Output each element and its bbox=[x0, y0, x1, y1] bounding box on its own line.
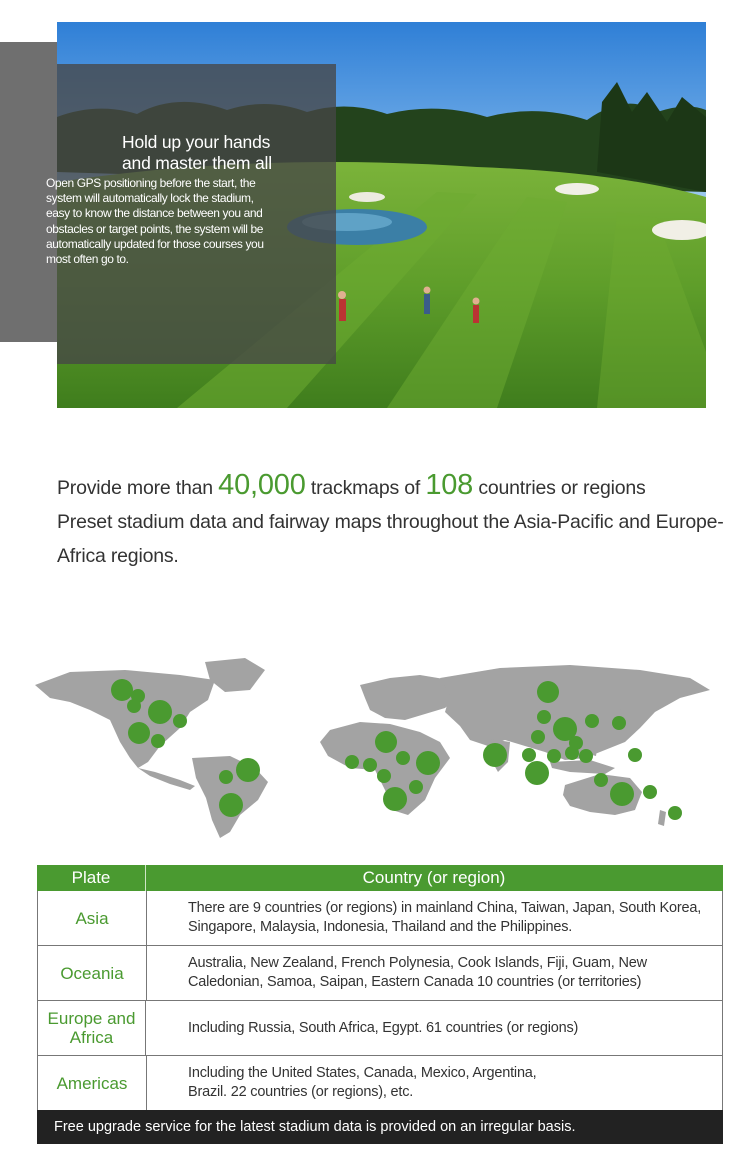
location-dot bbox=[531, 730, 545, 744]
hero-title bbox=[122, 132, 322, 174]
location-dot bbox=[173, 714, 187, 728]
header-country: Country (or region) bbox=[362, 868, 506, 887]
coverage-headline bbox=[57, 468, 737, 573]
hero-title-line1: Hold up your hands bbox=[122, 132, 271, 152]
plate-oceania: Oceania bbox=[38, 946, 147, 1000]
table-footer-note bbox=[37, 1110, 723, 1144]
location-dot bbox=[537, 681, 559, 703]
row-description: Including Russia, South Africa, Egypt. 61 countries (or regions) bbox=[188, 1019, 579, 1036]
header-plate: Plate bbox=[37, 865, 146, 891]
location-dot bbox=[483, 743, 507, 767]
coverage-subline: Preset stadium data and fairway maps throughout the Asia-Pacific and Europe-Africa regions. bbox=[57, 511, 724, 567]
hero-title-line2: and master them all bbox=[122, 153, 272, 173]
coverage-table bbox=[37, 865, 723, 1144]
table-row bbox=[37, 891, 723, 946]
plate-europe-africa: Europe and Africa bbox=[38, 1001, 146, 1055]
headline-suffix: countries or regions bbox=[473, 477, 646, 499]
location-dot bbox=[377, 769, 391, 783]
location-dot bbox=[537, 710, 551, 724]
table-row bbox=[37, 1001, 723, 1056]
plate-asia: Asia bbox=[38, 891, 147, 945]
location-dot bbox=[128, 722, 150, 744]
location-dot bbox=[525, 761, 549, 785]
headline-middle: trackmaps of bbox=[305, 477, 426, 499]
location-dot bbox=[610, 782, 634, 806]
hero-body-text: Open GPS positioning before the start, the system will automatically lock the stadium, easy to know the distance between you and obstacles or target points, the system will be automatically updated for those courses you most often go to. bbox=[46, 176, 264, 267]
table-header bbox=[37, 865, 723, 891]
location-dot bbox=[565, 746, 579, 760]
table-row bbox=[37, 1056, 723, 1111]
location-dot bbox=[522, 748, 536, 762]
row-description: Including the United States, Canada, Mexico, Argentina, Brazil. 22 countries (or regions), etc. bbox=[188, 1065, 537, 1100]
table-row bbox=[37, 946, 723, 1001]
world-map bbox=[30, 650, 720, 840]
world-map-land bbox=[35, 658, 710, 838]
location-dot bbox=[416, 751, 440, 775]
location-dot bbox=[148, 700, 172, 724]
location-dot bbox=[547, 749, 561, 763]
location-dot bbox=[383, 787, 407, 811]
location-dot bbox=[345, 755, 359, 769]
location-dot bbox=[219, 770, 233, 784]
location-dot bbox=[396, 751, 410, 765]
headline-prefix: Provide more than bbox=[57, 477, 219, 499]
location-dot bbox=[111, 679, 133, 701]
row-description: There are 9 countries (or regions) in mainland China, Taiwan, Japan, South Korea, Singapore, Malaysia, Indonesia, Thailand and the Philippines. bbox=[188, 900, 702, 935]
location-dot bbox=[628, 748, 642, 762]
location-dot bbox=[668, 806, 682, 820]
coverage-line bbox=[57, 468, 737, 505]
location-dot bbox=[363, 758, 377, 772]
location-dot bbox=[375, 731, 397, 753]
location-dot bbox=[409, 780, 423, 794]
location-dot bbox=[579, 749, 593, 763]
countries-count: 108 bbox=[425, 469, 474, 501]
location-dot bbox=[127, 699, 141, 713]
location-dot bbox=[236, 758, 260, 782]
row-description: Australia, New Zealand, French Polynesia, Cook Islands, Fiji, Guam, New Caledonian, Samoa, Saipan, Eastern Canada 10 countries (or territories) bbox=[188, 955, 647, 990]
footer-text: Free upgrade service for the latest stadium data is provided on an irregular basis. bbox=[54, 1119, 576, 1135]
location-dot bbox=[643, 785, 657, 799]
location-dot bbox=[219, 793, 243, 817]
trackmaps-count: 40,000 bbox=[218, 469, 306, 501]
location-dot bbox=[594, 773, 608, 787]
plate-americas: Americas bbox=[38, 1056, 147, 1110]
location-dot bbox=[585, 714, 599, 728]
location-dot bbox=[151, 734, 165, 748]
location-dot bbox=[612, 716, 626, 730]
